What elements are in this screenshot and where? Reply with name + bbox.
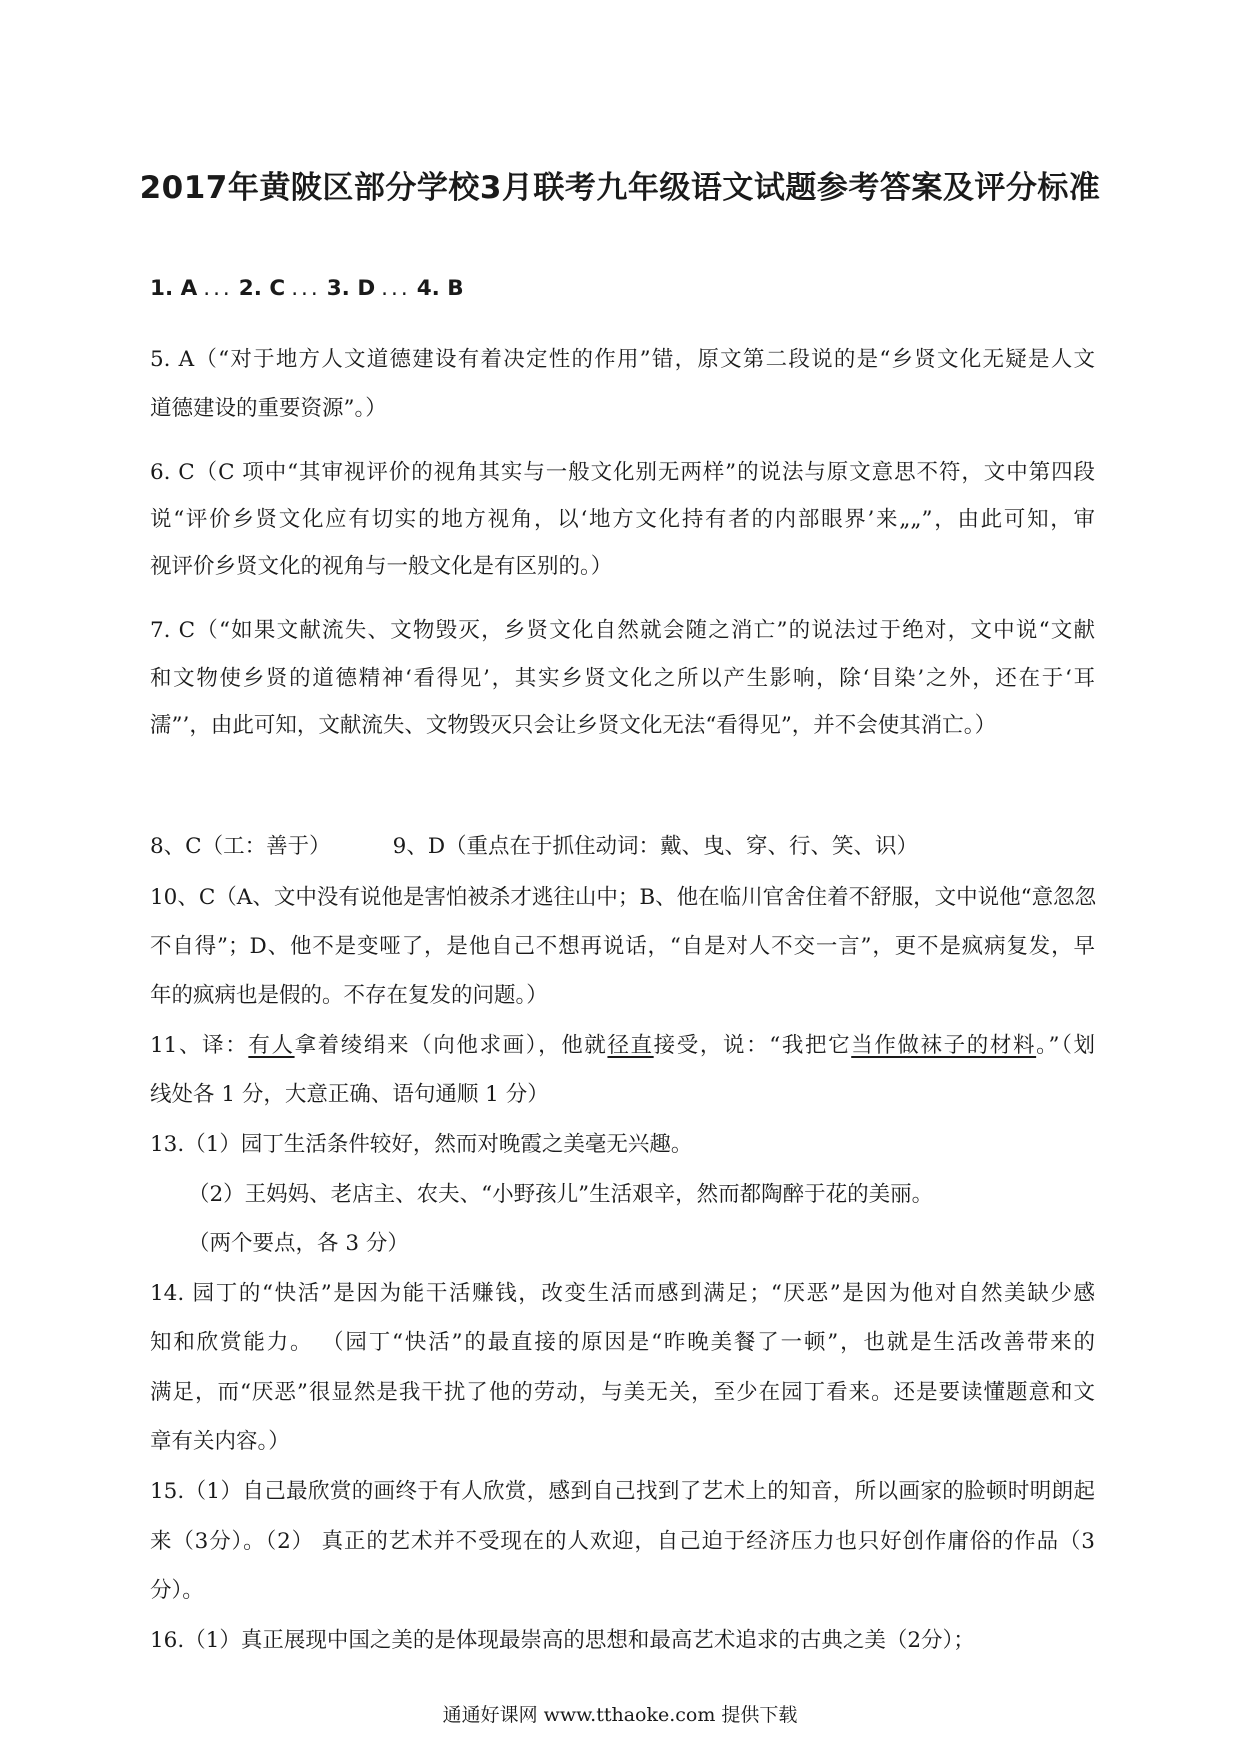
answer-q11-text: 拿着绫绢来（向他求画），他就 [294,1033,608,1058]
answer-q7-line: 7. C（“如果文献流失、文物毁灭，乡贤文化自然就会随之消亡”的说法过于绝对，文中说“文献 [150,618,1095,643]
answer-q11-text: 接受，说：“我把它 [653,1033,852,1058]
answer-q7-line: 濡”’，由此可知，文献流失、文物毁灭只会让乡贤文化无法“看得见”，并不会使其消亡。） [150,713,997,738]
answer-q5-line: 道德建设的重要资源”。） [150,396,387,421]
answer-q9: 9、D（重点在于抓住动词：戴、曳、穿、行、笑、识） [392,834,919,859]
answer-q6-line: 6. C（C 项中“其审视评价的视角其实与一般文化别无两样”的说法与原文意思不符，文中第四段 [150,460,1095,485]
answer-q13-line: 13.（1）园丁生活条件较好，然而对晚霞之美毫无兴趣。 [150,1132,693,1157]
answer-q13-line: （2）王妈妈、老店主、农夫、“小野孩儿”生活艰辛，然而都陶醉于花的美丽。 [188,1182,934,1207]
answer-q10-line: 不自得”；D、他不是变哑了，是他自己不想再说话，“自是对人不交一言”，更不是疯病复发，早 [150,934,1095,959]
answer-q16-line: 16.（1）真正展现中国之美的是体现最崇高的思想和最高艺术追求的古典之美（2分）； [150,1628,975,1653]
answer-q11-line [150,1031,1095,1061]
answer-q13-line: （两个要点，各 3 分） [188,1231,409,1256]
answer-q8: 8、C（工：善于） [150,834,331,859]
answer-q14-line: 满足，而“厌恶”很显然是我干扰了他的劳动，与美无关，至少在园丁看来。还是要读懂题意和文 [150,1380,1095,1405]
answer-q4: 4. B [416,276,464,301]
answer-q8-q9-line [150,832,1095,862]
answer-q10-line: 10、C（A、文中没有说他是害怕被杀才逃往山中；B、他在临川官舍住着不舒服，文中说他“意忽忽 [150,885,1097,910]
answer-q11-line: 线处各 1 分，大意正确、语句通顺 1 分） [150,1082,549,1107]
answer-q15-line: 分）。 [150,1578,204,1603]
answer-q14-line: 14. 园丁的“快活”是因为能干活赚钱，改变生活而感到满足；“厌恶”是因为他对自然美缺少感 [150,1281,1095,1306]
page-footer: 通通好课网 www.tthaoke.com 提供下载 [442,1704,798,1726]
dot-leader: ... [203,276,233,301]
answer-q3: 3. D [326,276,376,301]
answer-q1: 1. A [150,276,198,301]
answer-q6-line: 视评价乡贤文化的视角与一般文化是有区别的。） [150,554,613,579]
answer-q10-line: 年的疯病也是假的。不存在复发的问题。） [150,983,548,1008]
answer-q15-line: 来（3分）。（2） 真正的艺术并不受现在的人欢迎，自己迫于经济压力也只好创作庸俗的作品（3 [150,1529,1095,1554]
underlined-phrase: 有人 [248,1033,295,1058]
dot-leader: ... [381,276,411,301]
answer-q14-line: 知和欣赏能力。 （园丁“快活”的最直接的原因是“昨晚美餐了一顿”，也就是生活改善带来的 [150,1330,1095,1355]
answer-q15-line: 15.（1）自己最欣赏的画终于有人欣赏，感到自己找到了艺术上的知音，所以画家的脸顿时明朗起 [150,1479,1095,1504]
answer-q11-text: 。”（划 [1036,1033,1095,1058]
page-title: 2017年黄陂区部分学校3月联考九年级语文试题参考答案及评分标准 [139,170,1101,206]
answer-q14-line: 章有关内容。） [150,1429,290,1454]
multiple-choice-answers [150,274,464,304]
answer-q11-text: 11、译： [150,1033,249,1058]
dot-leader: ... [291,276,321,301]
answer-q5-line: 5. A（“对于地方人文道德建设有着决定性的作用”错，原文第二段说的是“乡贤文化无疑是人文 [150,347,1095,372]
answer-q7-line: 和文物使乡贤的道德精神‘看得见’，其实乡贤文化之所以产生影响，除‘目染’之外，还在于‘耳 [150,666,1095,691]
answer-q6-line: 说“评价乡贤文化应有切实的地方视角，以‘地方文化持有者的内部眼界’来„„”，由此可知，审 [150,507,1095,532]
underlined-phrase: 当作做袜子的材料 [851,1033,1037,1058]
underlined-phrase: 径直 [607,1033,654,1058]
answer-q2: 2. C [238,276,286,301]
